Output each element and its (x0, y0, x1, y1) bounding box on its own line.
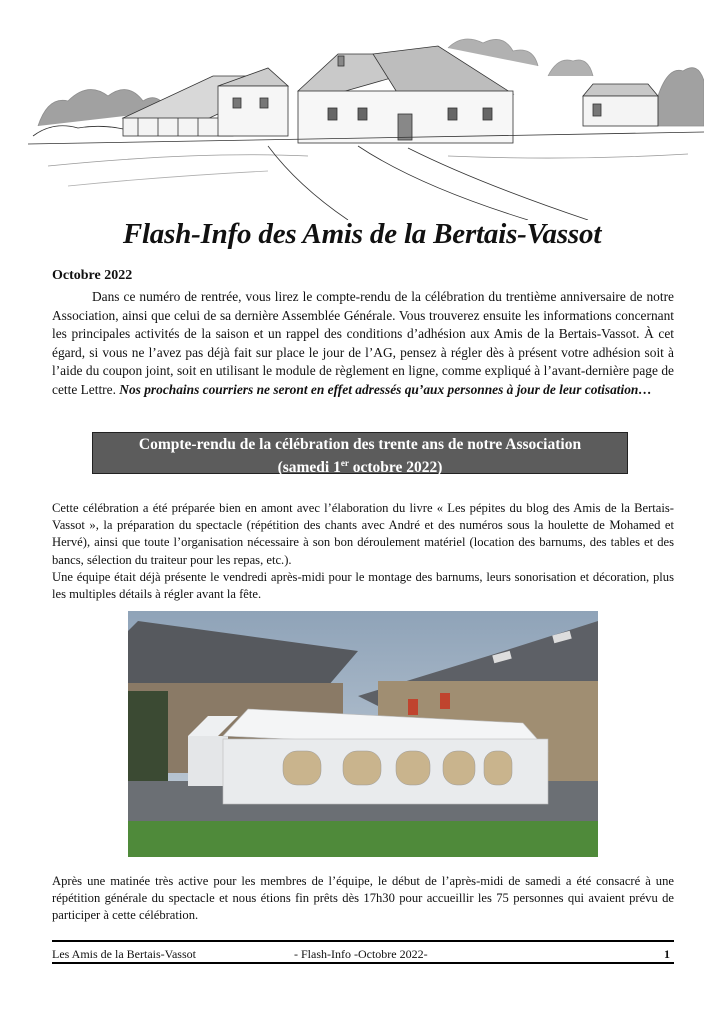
section-heading-banner (92, 432, 628, 477)
page-title: Flash-Info des Amis de la Bertais-Vassot (122, 218, 602, 250)
heading-date-rest: octobre 2022) (348, 459, 443, 477)
intro-text: Dans ce numéro de rentrée, vous lirez le compte-rendu de la célébration du trentième anniversaire de notre Association, ainsi que celui de sa dernière Assemblée Générale. Vous trouverez ensuite les informations concernant les principales activités de la saison et un rappel des conditions d’adhésion aux Amis de la Bertais-Vassot. À cet égard, si vous ne l’avez pas déjà fait sur place le jour de l’AG, pensez à régler dès à présent votre adhésion soit à l’aide du coupon joint, soit en utilisant le module de règlement en ligne, comme expliqué à l’avant-dernière page de cette Lettre. (52, 289, 674, 397)
farm-sketch-illustration (28, 36, 704, 220)
footer-issue: - Flash-Info -Octobre 2022- (294, 947, 428, 961)
body-text-top (52, 500, 674, 603)
heading-date-suffix: er (340, 458, 349, 468)
footer-rule-top (52, 940, 674, 942)
intro-paragraph (52, 288, 674, 400)
paragraph-preparation: Cette célébration a été préparée bien en amont avec l’élaboration du livre « Les pépites du blog des Amis de la Bertais-Vassot », la préparation du spectacle (répétition des chants avec André et des numéros sous la houlette de Mohamed et Hervé), ainsi que toute l’organisation nécessaire à son bon déroulement matériel (location des barnums, des tables et des bancs, sélection du traiteur pour les repas, etc.). (52, 501, 674, 567)
issue-date: Octobre 2022 (52, 268, 133, 283)
paragraph-afternoon: Après une matinée très active pour les membres de l’équipe, le début de l’après-midi de samedi a été consacré à une répétition générale du spectacle et nous étions fin prêts dès 17h30 pour accueillir les 75 personnes qui avaient prévu de participer à cette célébration. (52, 874, 674, 923)
tent-photo (128, 611, 598, 857)
section-heading-line2 (93, 454, 627, 477)
footer-rule-bottom (52, 962, 674, 964)
section-heading-line1: Compte-rendu de la célébration des trente ans de notre Association (138, 436, 582, 453)
intro-emphasis: Nos prochains courriers ne seront en effet adressés qu’aux personnes à jour de leur cotisation… (119, 381, 652, 397)
heading-date-prefix: (samedi 1 (277, 459, 341, 477)
paragraph-team: Une équipe était déjà présente le vendredi après-midi pour le montage des barnums, leurs sonorisation et décoration, plus les multiples détails à régler avant la fête. (52, 569, 674, 602)
page-number: 1 (664, 947, 670, 961)
body-text-bottom (52, 873, 674, 925)
footer-association: Les Amis de la Bertais-Vassot (52, 947, 196, 961)
